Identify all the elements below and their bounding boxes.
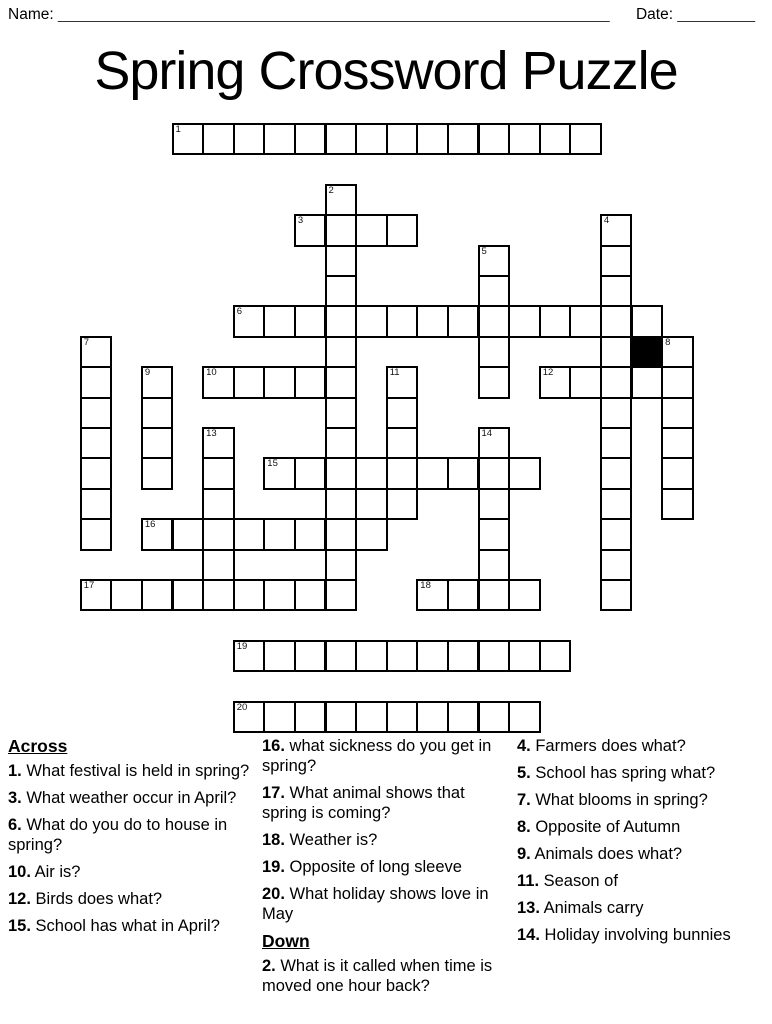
grid-cell[interactable] bbox=[325, 488, 358, 520]
cell-number: 14 bbox=[481, 428, 493, 439]
cell-number: 17 bbox=[83, 580, 95, 591]
cell-number: 12 bbox=[542, 367, 554, 379]
grid-cell[interactable] bbox=[263, 366, 296, 398]
grid-cell[interactable] bbox=[386, 305, 419, 337]
grid-cell[interactable] bbox=[478, 640, 511, 672]
grid-cell[interactable] bbox=[80, 427, 113, 459]
clue-number: 19. bbox=[262, 858, 285, 876]
grid-cell[interactable] bbox=[386, 123, 419, 155]
grid-cell[interactable] bbox=[202, 488, 235, 520]
clue-number: 15. bbox=[8, 917, 31, 935]
clue-item: 15. School has what in April? bbox=[8, 917, 220, 935]
grid-cell[interactable] bbox=[661, 366, 694, 398]
grid-cell[interactable] bbox=[355, 123, 388, 155]
grid-cell[interactable] bbox=[600, 427, 633, 459]
cell-number: 1 bbox=[175, 124, 181, 135]
grid-cell[interactable] bbox=[661, 488, 694, 520]
grid-cell[interactable] bbox=[416, 305, 449, 337]
clue-number: 20. bbox=[262, 885, 285, 903]
grid-cell[interactable] bbox=[416, 701, 449, 733]
grid-cell[interactable] bbox=[294, 701, 327, 733]
grid-cell[interactable] bbox=[447, 123, 480, 155]
clue-number: 12. bbox=[8, 890, 31, 908]
clue-item: 11. Season of bbox=[517, 872, 618, 890]
grid-cell[interactable] bbox=[263, 305, 296, 337]
grid-cell[interactable] bbox=[325, 549, 358, 581]
grid-cell[interactable] bbox=[661, 397, 694, 429]
clue-number: 8. bbox=[517, 818, 531, 836]
grid-cell[interactable] bbox=[600, 305, 633, 337]
grid-cell[interactable] bbox=[325, 245, 358, 277]
grid-cell[interactable] bbox=[325, 397, 358, 429]
clue-item: 12. Birds does what? bbox=[8, 890, 163, 908]
clue-item: 3. What weather occur in April? bbox=[8, 789, 237, 807]
clue-number: 1. bbox=[8, 762, 22, 780]
grid-cell[interactable] bbox=[325, 275, 358, 307]
grid-cell[interactable] bbox=[539, 366, 572, 398]
grid-cell[interactable] bbox=[386, 427, 419, 459]
cell-number: 10 bbox=[206, 367, 217, 379]
date-blank-line[interactable]: _________ bbox=[677, 6, 755, 23]
page-title: Spring Crossword Puzzle bbox=[94, 41, 678, 101]
grid-cell[interactable] bbox=[569, 366, 602, 398]
grid-cell[interactable] bbox=[325, 214, 358, 246]
grid-cell[interactable] bbox=[294, 123, 327, 155]
clue-item: 16. what sickness do you get in spring? bbox=[262, 737, 492, 775]
grid-cell[interactable] bbox=[600, 457, 633, 489]
grid-cell[interactable] bbox=[355, 457, 388, 489]
clue-number: 4. bbox=[517, 737, 531, 755]
grid-cell[interactable] bbox=[325, 579, 358, 611]
grid-cell[interactable] bbox=[172, 123, 205, 155]
clue-number: 14. bbox=[517, 926, 540, 944]
clues-column-down bbox=[517, 736, 769, 952]
cell-number: 9 bbox=[144, 367, 151, 379]
cell-number: 3 bbox=[297, 215, 304, 227]
grid-cell[interactable] bbox=[263, 123, 296, 155]
grid-cell[interactable] bbox=[661, 336, 694, 368]
clue-item: 19. Opposite of long sleeve bbox=[262, 858, 462, 876]
grid-cell[interactable] bbox=[386, 640, 419, 672]
grid-cell[interactable] bbox=[172, 579, 205, 611]
clue-item: 14. Holiday involving bunnies bbox=[517, 926, 731, 944]
grid-cell[interactable] bbox=[202, 579, 235, 611]
grid-cell[interactable] bbox=[325, 366, 358, 398]
cell-number: 5 bbox=[481, 245, 487, 257]
clue-item: 17. What animal shows that spring is coming? bbox=[262, 784, 465, 822]
clue-number: 10. bbox=[8, 863, 31, 881]
grid-cell[interactable] bbox=[569, 305, 602, 337]
clues-column-middle bbox=[262, 736, 512, 1003]
cell-number: 13 bbox=[206, 428, 217, 439]
grid-cell[interactable] bbox=[478, 427, 511, 459]
clue-item: 5. School has spring what? bbox=[517, 764, 716, 782]
grid-cell[interactable] bbox=[416, 123, 449, 155]
grid-cell[interactable] bbox=[447, 305, 480, 337]
grid-cell[interactable] bbox=[355, 214, 388, 246]
grid-cell[interactable] bbox=[447, 457, 480, 489]
clue-item: 10. Air is? bbox=[8, 863, 81, 881]
grid-cell[interactable] bbox=[600, 518, 633, 550]
cell-number: 8 bbox=[665, 336, 671, 348]
grid-cell[interactable] bbox=[416, 457, 449, 489]
grid-cell[interactable] bbox=[416, 640, 449, 672]
grid-cell[interactable] bbox=[80, 457, 113, 489]
grid-cell[interactable] bbox=[447, 579, 480, 611]
clue-section-heading: Across bbox=[8, 736, 68, 756]
grid-cell[interactable] bbox=[202, 123, 235, 155]
grid-cell[interactable] bbox=[386, 701, 419, 733]
grid-cell[interactable] bbox=[141, 579, 174, 611]
grid-cell[interactable] bbox=[478, 305, 511, 337]
grid-cell[interactable] bbox=[478, 457, 511, 489]
grid-cell[interactable] bbox=[600, 488, 633, 520]
grid-cell[interactable] bbox=[202, 427, 235, 459]
clue-number: 11. bbox=[517, 872, 540, 890]
grid-cell[interactable] bbox=[478, 336, 511, 368]
grid-cell[interactable] bbox=[386, 214, 419, 246]
grid-cell[interactable] bbox=[600, 245, 633, 277]
grid-cell[interactable] bbox=[478, 245, 511, 277]
clue-item: 13. Animals carry bbox=[517, 899, 644, 917]
grid-cell[interactable] bbox=[600, 214, 633, 246]
grid-cell[interactable] bbox=[600, 397, 633, 429]
grid-cell[interactable] bbox=[631, 366, 664, 398]
clue-number: 2. bbox=[262, 957, 276, 975]
clue-number: 18. bbox=[262, 831, 285, 849]
grid-cell[interactable] bbox=[539, 305, 572, 337]
clue-number: 17. bbox=[262, 784, 285, 802]
name-label: Name: bbox=[8, 6, 54, 23]
grid-cell[interactable] bbox=[478, 123, 511, 155]
cell-number: 19 bbox=[236, 640, 248, 652]
grid-cell[interactable] bbox=[141, 457, 174, 489]
grid-cell[interactable] bbox=[233, 366, 266, 398]
grid-cell[interactable] bbox=[233, 701, 266, 733]
grid-cell[interactable] bbox=[110, 579, 143, 611]
date-label: Date: bbox=[635, 6, 674, 23]
clue-item: 20. What holiday shows love in May bbox=[262, 885, 489, 923]
grid-cell[interactable] bbox=[539, 640, 572, 672]
grid-cell[interactable] bbox=[294, 640, 327, 672]
grid-cell[interactable] bbox=[508, 701, 541, 733]
grid-cell[interactable] bbox=[478, 549, 511, 581]
grid-cell[interactable] bbox=[508, 579, 541, 611]
grid-cell[interactable] bbox=[478, 366, 511, 398]
grid-cell[interactable] bbox=[539, 123, 572, 155]
clue-number: 3. bbox=[8, 789, 22, 807]
clue-item: 1. What festival is held in spring? bbox=[8, 762, 250, 780]
grid-cell[interactable] bbox=[141, 397, 174, 429]
grid-cell[interactable] bbox=[263, 701, 296, 733]
grid-cell[interactable] bbox=[355, 518, 388, 550]
grid-cell[interactable] bbox=[294, 305, 327, 337]
grid-cell[interactable] bbox=[661, 457, 694, 489]
grid-cell[interactable] bbox=[447, 701, 480, 733]
name-blank-line[interactable]: ________________________________________________________________ bbox=[57, 6, 610, 23]
grid-cell[interactable] bbox=[202, 366, 235, 398]
grid-cell[interactable] bbox=[233, 518, 266, 550]
grid-cell[interactable] bbox=[141, 427, 174, 459]
grid-cell[interactable] bbox=[80, 488, 113, 520]
grid-cell[interactable] bbox=[600, 549, 633, 581]
grid-cell[interactable] bbox=[508, 457, 541, 489]
grid-cell[interactable] bbox=[294, 457, 327, 489]
grid-cell[interactable] bbox=[478, 701, 511, 733]
grid-cell[interactable] bbox=[233, 640, 266, 672]
grid-cell[interactable] bbox=[508, 305, 541, 337]
black-cell bbox=[631, 336, 664, 368]
clue-item: 6. What do you do to house in spring? bbox=[8, 816, 228, 854]
clue-number: 7. bbox=[517, 791, 531, 809]
grid-cell[interactable] bbox=[386, 457, 419, 489]
grid-cell[interactable] bbox=[263, 640, 296, 672]
grid-cell[interactable] bbox=[600, 579, 633, 611]
grid-cell[interactable] bbox=[386, 488, 419, 520]
clue-number: 13. bbox=[517, 899, 540, 917]
grid-cell[interactable] bbox=[325, 123, 358, 155]
cell-number: 11 bbox=[389, 367, 400, 379]
grid-cell[interactable] bbox=[294, 518, 327, 550]
grid-cell[interactable] bbox=[80, 336, 113, 368]
grid-cell[interactable] bbox=[661, 427, 694, 459]
grid-cell[interactable] bbox=[325, 640, 358, 672]
clue-number: 5. bbox=[517, 764, 531, 782]
grid-cell[interactable] bbox=[80, 518, 113, 550]
grid-cell[interactable] bbox=[508, 640, 541, 672]
grid-cell[interactable] bbox=[386, 366, 419, 398]
clue-item: 2. What is it called when time is moved one hour back? bbox=[262, 957, 493, 995]
clues-column-across bbox=[8, 736, 258, 943]
grid-cell[interactable] bbox=[325, 518, 358, 550]
grid-cell[interactable] bbox=[508, 123, 541, 155]
cell-number: 7 bbox=[83, 336, 89, 348]
grid-cell[interactable] bbox=[141, 366, 174, 398]
clue-number: 9. bbox=[517, 845, 531, 863]
grid-cell[interactable] bbox=[478, 518, 511, 550]
grid-cell[interactable] bbox=[447, 640, 480, 672]
grid-cell[interactable] bbox=[233, 579, 266, 611]
clue-item: 4. Farmers does what? bbox=[517, 737, 686, 755]
grid-cell[interactable] bbox=[325, 427, 358, 459]
grid-cell[interactable] bbox=[263, 579, 296, 611]
grid-cell[interactable] bbox=[80, 366, 113, 398]
grid-cell[interactable] bbox=[325, 457, 358, 489]
grid-cell[interactable] bbox=[478, 579, 511, 611]
cell-number: 20 bbox=[236, 701, 248, 713]
grid-cell[interactable] bbox=[263, 518, 296, 550]
grid-cell[interactable] bbox=[294, 214, 327, 246]
grid-cell[interactable] bbox=[202, 518, 235, 550]
grid-cell[interactable] bbox=[355, 701, 388, 733]
clue-number: 16. bbox=[262, 737, 285, 755]
cell-number: 18 bbox=[420, 580, 431, 591]
cell-number: 4 bbox=[603, 215, 610, 227]
cell-number: 16 bbox=[144, 519, 156, 531]
grid-cell[interactable] bbox=[294, 366, 327, 398]
grid-cell[interactable] bbox=[416, 579, 449, 611]
grid-cell[interactable] bbox=[355, 640, 388, 672]
grid-cell[interactable] bbox=[202, 457, 235, 489]
cell-number: 15 bbox=[267, 458, 278, 470]
cell-number: 6 bbox=[236, 306, 242, 318]
grid-cell[interactable] bbox=[294, 579, 327, 611]
clue-item: 7. What blooms in spring? bbox=[517, 791, 708, 809]
grid-cell[interactable] bbox=[478, 488, 511, 520]
grid-cell[interactable] bbox=[386, 397, 419, 429]
grid-cell[interactable] bbox=[80, 579, 113, 611]
grid-cell[interactable] bbox=[355, 305, 388, 337]
grid-cell[interactable] bbox=[141, 518, 174, 550]
grid-cell[interactable] bbox=[478, 275, 511, 307]
grid-cell[interactable] bbox=[600, 366, 633, 398]
grid-cell[interactable] bbox=[263, 457, 296, 489]
clue-item: 9. Animals does what? bbox=[517, 845, 683, 863]
grid-cell[interactable] bbox=[202, 549, 235, 581]
grid-cell[interactable] bbox=[172, 518, 205, 550]
grid-cell[interactable] bbox=[325, 184, 358, 216]
grid-cell[interactable] bbox=[569, 123, 602, 155]
grid-cell[interactable] bbox=[631, 305, 664, 337]
grid-cell[interactable] bbox=[325, 701, 358, 733]
clue-item: 18. Weather is? bbox=[262, 831, 378, 849]
grid-cell[interactable] bbox=[600, 275, 633, 307]
grid-cell[interactable] bbox=[325, 305, 358, 337]
cell-number: 2 bbox=[328, 184, 334, 196]
grid-cell[interactable] bbox=[233, 123, 266, 155]
grid-cell[interactable] bbox=[600, 336, 633, 368]
grid-cell[interactable] bbox=[233, 305, 266, 337]
grid-cell[interactable] bbox=[325, 336, 358, 368]
clue-item: 8. Opposite of Autumn bbox=[517, 818, 681, 836]
clue-number: 6. bbox=[8, 816, 22, 834]
grid-cell[interactable] bbox=[80, 397, 113, 429]
clue-section-heading: Down bbox=[262, 931, 310, 951]
